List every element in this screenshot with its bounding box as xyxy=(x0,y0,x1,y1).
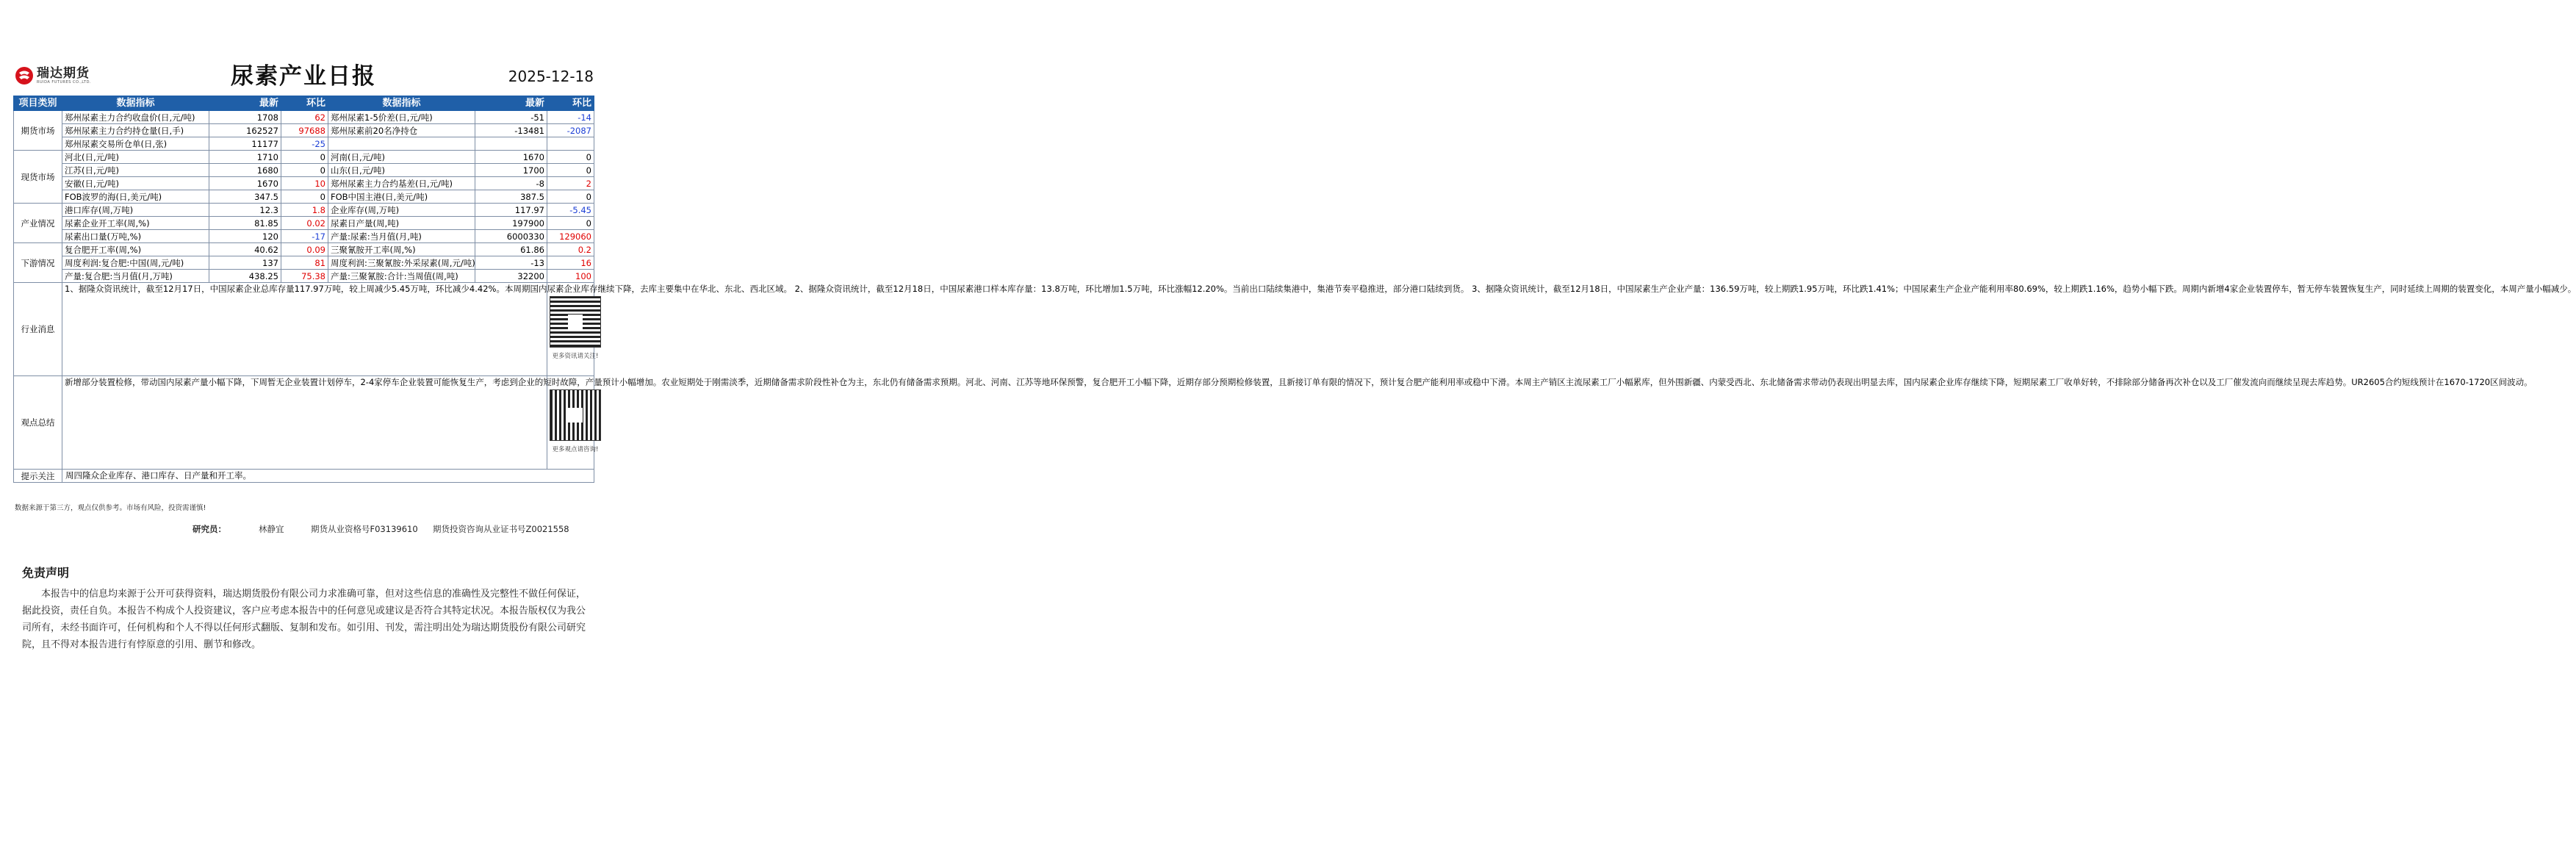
viewpoint-qr-cell xyxy=(547,376,599,470)
disclaimer-title: 免责声明 xyxy=(22,566,70,580)
right-change-value: 129060 xyxy=(547,230,594,243)
news-qr-caption: 更多资讯请关注! xyxy=(552,353,599,360)
left-indicator-name: FOB波罗的海(日,美元/吨) xyxy=(62,190,209,204)
left-indicator-name: 尿素企业开工率(周,%) xyxy=(62,217,209,230)
left-change-value: 0 xyxy=(281,190,328,204)
right-latest-value: 1670 xyxy=(475,151,547,164)
left-latest-value: 162527 xyxy=(209,124,281,137)
tips-category: 提示关注 xyxy=(14,470,62,483)
news-category: 行业消息 xyxy=(14,283,62,376)
disclaimer-text: 本报告中的信息均来源于公开可获得资料，瑞达期货股份有限公司力求准确可靠，但对这些信息的准确性及完整性不做任何保证，据此投资，责任自负。本报告不构成个人投资建议，客户应考虑本报告中的任何意见或建议是否符合其特定状况。本报告版权仅为我公司所有，未经书面许可，任何机构和个人不得以任何形式翻版、复制和发布。如引用、刊发，需注明出处为瑞达期货股份有限公司研究院，且不得对本报告进行有悖原意的引用、删节和修改。 xyxy=(22,589,586,650)
tips-text: 周四隆众企业库存、港口库存、日产量和开工率。 xyxy=(62,470,594,483)
left-latest-value: 1710 xyxy=(209,151,281,164)
left-indicator-name: 安徽(日,元/吨) xyxy=(62,177,209,190)
researcher-name: 林静宜 xyxy=(259,524,284,534)
right-indicator-name: 山东(日,元/吨) xyxy=(328,164,475,177)
left-change-value: 0 xyxy=(281,151,328,164)
left-indicator-name: 尿素出口量(万吨,%) xyxy=(62,230,209,243)
table-header-row xyxy=(14,96,594,111)
section-category: 现货市场 xyxy=(14,151,62,204)
logo-english: RUIDA FUTURES CO.,LTD. xyxy=(37,80,92,85)
header-category: 项目类别 xyxy=(14,96,62,111)
right-change-value: -5.45 xyxy=(547,204,594,217)
left-indicator-name: 周度利润:复合肥:中国(周,元/吨) xyxy=(62,256,209,270)
industry-news-row xyxy=(14,283,594,376)
data-table xyxy=(13,96,2576,483)
left-change-value: -25 xyxy=(281,137,328,151)
right-indicator-name: 郑州尿素1-5价差(日,元/吨) xyxy=(328,111,475,124)
report-title: 尿素产业日报 xyxy=(231,63,376,90)
table-row xyxy=(14,230,594,243)
left-change-value: 0.09 xyxy=(281,243,328,256)
viewpoint-qr-caption: 更多观点请咨询! xyxy=(552,446,599,453)
logo-chinese: 瑞达期货 xyxy=(37,66,90,81)
section-category: 期货市场 xyxy=(14,111,62,151)
left-change-value: -17 xyxy=(281,230,328,243)
viewpoint-text: 新增部分装置检修，带动国内尿素产量小幅下降，下周暂无企业装置计划停车，2-4家停车企业装置可能恢复生产，考虑到企业的短时故障，产量预计小幅增加。农业短期处于刚需淡季，近期储备需求阶段性补仓为主，东北仍有储备需求预期。河北、河南、江苏等地环保预警，复合肥开工小幅下降，近期存部分预期检修装置，且新接订单有限的情况下，预计复合肥产能利用率或稳中下滑。本周主产销区主流尿素工厂小幅累库，但外围新疆、内蒙受西北、东北储备需求带动仍表现出明显去库，国内尿素企业库存继续下降，短期尿素工厂收单好转，不排除部分储备再次补仓以及工厂催发流向而继续呈现去库趋势。UR2605合约短线预计在1670-1720区间波动。 xyxy=(62,376,547,470)
tips-row xyxy=(14,470,594,483)
right-change-value: 0 xyxy=(547,190,594,204)
table-row xyxy=(14,243,594,256)
right-latest-value: -13481 xyxy=(475,124,547,137)
right-latest-value: 32200 xyxy=(475,270,547,283)
qr-code-icon xyxy=(550,296,601,348)
table-row xyxy=(14,124,594,137)
right-indicator-name: 尿素日产量(周,吨) xyxy=(328,217,475,230)
left-change-value: 0 xyxy=(281,164,328,177)
right-latest-value: 387.5 xyxy=(475,190,547,204)
section-category: 下游情况 xyxy=(14,243,62,283)
left-indicator-name: 港口库存(周,万吨) xyxy=(62,204,209,217)
table-row xyxy=(14,164,594,177)
right-indicator-name: 三聚氰胺开工率(周,%) xyxy=(328,243,475,256)
left-latest-value: 1708 xyxy=(209,111,281,124)
left-change-value: 0.02 xyxy=(281,217,328,230)
right-latest-value: -51 xyxy=(475,111,547,124)
right-latest-value xyxy=(475,137,547,151)
left-indicator-name: 郑州尿素主力合约持仓量(日,手) xyxy=(62,124,209,137)
news-text: 1、据隆众资讯统计，截至12月17日，中国尿素企业总库存量117.97万吨，较上周减少5.45万吨，环比减少4.42%。本周期国内尿素企业库存继续下降，去库主要集中在华北、东北、西北区域。 2、据隆众资讯统计，截至12月18日，中国尿素港口样本库存量：13.8万吨，环比增加1.5万吨，环比涨幅12.20%。当前出口陆续集港中，集港节奏平稳推进，部分港口陆续到货。 3、据隆众资讯统计，截至12月18日，中国尿素生产企业产量：136.59万吨，较上期跌1.95万吨，环比跌1.41%；中国尿素生产企业产能利用率80.69%，较上期跌1.16%，趋势小幅下跌。周期内新增4家企业装置停车，暂无停车装置恢复生产，同时延续上周期的装置变化，本周产量小幅减少。 xyxy=(62,283,547,376)
left-change-value: 97688 xyxy=(281,124,328,137)
right-latest-value: 197900 xyxy=(475,217,547,230)
left-indicator-name: 郑州尿素交易所仓单(日,张) xyxy=(62,137,209,151)
table-row xyxy=(14,177,594,190)
table-row xyxy=(14,217,594,230)
right-indicator-name: FOB中国主港(日,美元/吨) xyxy=(328,190,475,204)
left-change-value: 62 xyxy=(281,111,328,124)
left-latest-value: 347.5 xyxy=(209,190,281,204)
header-indicator-right: 数据指标 xyxy=(328,96,475,111)
right-latest-value: 117.97 xyxy=(475,204,547,217)
right-change-value: 100 xyxy=(547,270,594,283)
table-row xyxy=(14,190,594,204)
viewpoint-category: 观点总结 xyxy=(14,376,62,470)
right-change-value: 0.2 xyxy=(547,243,594,256)
futures-license: 期货从业资格号F03139610 xyxy=(311,524,418,534)
left-indicator-name: 郑州尿素主力合约收盘价(日,元/吨) xyxy=(62,111,209,124)
viewpoint-row xyxy=(14,376,594,470)
right-indicator-name: 企业库存(周,万吨) xyxy=(328,204,475,217)
left-indicator-name: 河北(日,元/吨) xyxy=(62,151,209,164)
right-indicator-name: 郑州尿素主力合约基差(日,元/吨) xyxy=(328,177,475,190)
right-latest-value: -8 xyxy=(475,177,547,190)
left-latest-value: 12.3 xyxy=(209,204,281,217)
right-indicator-name: 产量:三聚氰胺:合计:当周值(周,吨) xyxy=(328,270,475,283)
left-change-value: 75.38 xyxy=(281,270,328,283)
table-row xyxy=(14,111,594,124)
section-category: 产业情况 xyxy=(14,204,62,243)
left-change-value: 81 xyxy=(281,256,328,270)
left-latest-value: 81.85 xyxy=(209,217,281,230)
left-latest-value: 438.25 xyxy=(209,270,281,283)
table-row xyxy=(14,256,594,270)
advisory-license: 期货投资咨询从业证书号Z0021558 xyxy=(433,524,569,534)
header-latest-left: 最新 xyxy=(209,96,281,111)
table-row xyxy=(14,204,594,217)
right-change-value xyxy=(547,137,594,151)
wechat-qr-code-icon xyxy=(550,389,601,441)
header-latest-right: 最新 xyxy=(475,96,547,111)
right-latest-value: -13 xyxy=(475,256,547,270)
report-header xyxy=(13,57,594,94)
right-indicator-name: 周度利润:三聚氰胺:外采尿素(周,元/吨) xyxy=(328,256,475,270)
left-latest-value: 1670 xyxy=(209,177,281,190)
header-indicator-left: 数据指标 xyxy=(62,96,209,111)
left-latest-value: 1680 xyxy=(209,164,281,177)
table-row xyxy=(14,270,594,283)
left-latest-value: 11177 xyxy=(209,137,281,151)
right-indicator-name: 产量:尿素:当月值(月,吨) xyxy=(328,230,475,243)
right-latest-value: 6000330 xyxy=(475,230,547,243)
right-indicator-name: 郑州尿素前20名净持仓 xyxy=(328,124,475,137)
right-latest-value: 1700 xyxy=(475,164,547,177)
table-row xyxy=(14,137,594,151)
right-change-value: 2 xyxy=(547,177,594,190)
left-indicator-name: 江苏(日,元/吨) xyxy=(62,164,209,177)
left-latest-value: 137 xyxy=(209,256,281,270)
news-qr-cell xyxy=(547,283,599,376)
right-latest-value: 61.86 xyxy=(475,243,547,256)
data-source-note: 数据来源于第三方，观点仅供参考。市场有风险，投资需谨慎! xyxy=(15,504,206,512)
table-row xyxy=(14,151,594,164)
right-indicator-name: 河南(日,元/吨) xyxy=(328,151,475,164)
left-indicator-name: 产量:复合肥:当月值(月,万吨) xyxy=(62,270,209,283)
left-latest-value: 120 xyxy=(209,230,281,243)
right-indicator-name xyxy=(328,137,475,151)
right-change-value: -14 xyxy=(547,111,594,124)
left-indicator-name: 复合肥开工率(周,%) xyxy=(62,243,209,256)
right-change-value: -2087 xyxy=(547,124,594,137)
header-change-left: 环比 xyxy=(281,96,328,111)
left-change-value: 1.8 xyxy=(281,204,328,217)
right-change-value: 0 xyxy=(547,217,594,230)
header-change-right: 环比 xyxy=(547,96,594,111)
left-change-value: 10 xyxy=(281,177,328,190)
right-change-value: 0 xyxy=(547,151,594,164)
left-latest-value: 40.62 xyxy=(209,243,281,256)
right-change-value: 0 xyxy=(547,164,594,177)
right-change-value: 16 xyxy=(547,256,594,270)
report-date: 2025-12-18 xyxy=(508,68,594,85)
researcher-label: 研究员： xyxy=(193,524,226,534)
